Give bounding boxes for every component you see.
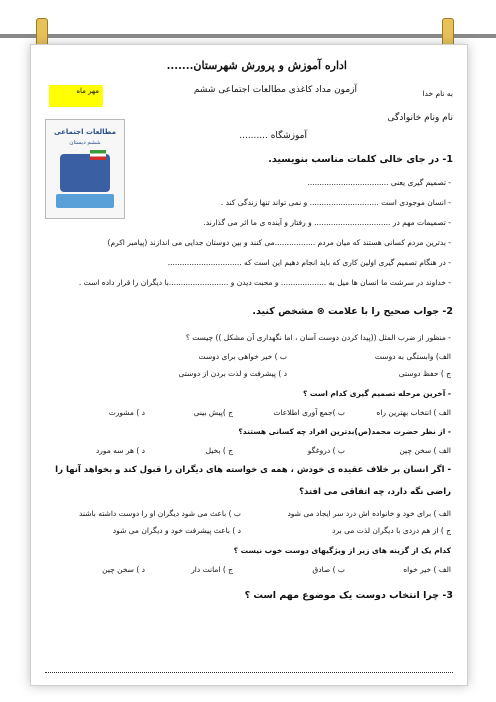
month-note: مهر ماه [49, 85, 103, 107]
q2-option[interactable]: ب ) دروغگو [307, 446, 345, 455]
exam-title: آزمون مداد کاغذی مطالعات اجتماعی ششم [193, 85, 357, 95]
q2-option[interactable]: الف) وابستگی به دوست [374, 352, 451, 361]
q2-option[interactable]: د ) سخن چین [102, 565, 145, 574]
q2-option[interactable]: ج ) امانت دار [191, 565, 233, 574]
q2-option[interactable]: د ) باعث پیشرفت خود و دیگران می شود [112, 526, 241, 535]
q2-question-4: - اگر انسان بر خلاف عقیده ی خودش ، همه ی خواسته های دیگران را قبول کند و بخواهد آنها را [55, 465, 451, 475]
q2-option[interactable]: ب ) باعث می شود دیگران او را دوست داشته باشند [79, 509, 241, 518]
q2-option[interactable]: د ) هر سه مورد [95, 446, 145, 455]
q2-option[interactable]: ج ) از هم دردی با دیگران لذت می برد [332, 526, 451, 535]
cover-base [56, 194, 114, 208]
q2-option[interactable]: الف ) سخن چین [399, 446, 451, 455]
office-title: اداره آموزش و پرورش شهرستان....... [166, 59, 347, 72]
q2-question-5: کدام یک از گزینه های زیر از ویژگیهای دوست خوب نیست ؟ [233, 546, 451, 555]
exam-sheet [30, 44, 468, 686]
school-label: آموزشگاه .......... [239, 131, 307, 141]
q1-line: - خداوند در سرشت ما انسان ها میل به ................... و محبت دیدن و .........................با دیگران را قرار داده است . [78, 278, 451, 287]
q1-line: - بدترین مردم کسانی هستند که میان مردم .................می کنند و بین دوستان جدایی می اندازند (پیامبر اکرم) [107, 238, 451, 247]
q2-title: 2- جواب صحیح را با علامت ⊗ مشخص کنید. [252, 306, 453, 317]
student-name-label: نام ونام خانوادگی [387, 113, 453, 123]
q2-option[interactable]: ب ) صادق [312, 565, 345, 574]
q2-option[interactable]: ب ) خیر خواهی برای دوست [198, 352, 287, 361]
book-title: مطالعات اجتماعی [54, 128, 116, 136]
q1-line: - تصمیمات مهم در ................................ و رفتار و آینده ی ما اثر می گذارند. [203, 218, 451, 227]
q2-question-1: - منظور از ضرب المثل ((پیدا کردن دوست آسان ، اما نگهداری آن مشکل )) چیست ؟ [185, 333, 451, 342]
q2-option[interactable]: الف ) برای خود و خانواده اش درد سر ایجاد می شود [287, 509, 451, 518]
textbook-cover-image [45, 119, 125, 219]
q1-line: - در هنگام تصمیم گیری اولین کاری که باید انجام دهیم این است که ............................... [167, 258, 451, 267]
q2-question-3: - از نظر حضرت محمد(ص)بدترین افراد چه کسانی هستند؟ [238, 427, 451, 436]
flag-icon [90, 150, 106, 160]
q2-question-2: - آخرین مرحله تصمیم گیری کدام است ؟ [302, 389, 451, 398]
q2-option[interactable]: الف ) انتخاب بهترین راه [376, 408, 451, 417]
q2-question-4-cont: راضی نگه دارد، چه اتفاقی می افتد؟ [299, 487, 451, 497]
q3-title: 3- چرا انتخاب دوست یک موضوع مهم است ؟ [244, 590, 453, 601]
book-subtitle: ششم دبستان [69, 140, 101, 146]
q2-option[interactable]: د ) مشورت [108, 408, 145, 417]
answer-line[interactable] [45, 672, 453, 673]
q2-option[interactable]: ب )جمع آوری اطلاعات [273, 408, 345, 417]
q2-option[interactable]: ج )پیش بینی [193, 408, 233, 417]
q2-option[interactable]: الف ) خیر خواه [403, 565, 451, 574]
q1-line: - تصمیم گیری یعنی .................................. [307, 178, 451, 187]
q1-title: 1- در جای خالی کلمات مناسب بنویسید. [268, 154, 453, 165]
bismillah: به نام خدا [422, 89, 453, 98]
clothesline [0, 34, 496, 38]
q1-line: - انسان موجودی است ............................. و نمی تواند تنها زندگی کند . [220, 198, 451, 207]
q2-option[interactable]: د ) پیشرفت و لذت بردن از دوستی [178, 369, 287, 378]
q2-option[interactable]: ج ) بخیل [205, 446, 233, 455]
q2-option[interactable]: ج ) حفظ دوستی [398, 369, 451, 378]
